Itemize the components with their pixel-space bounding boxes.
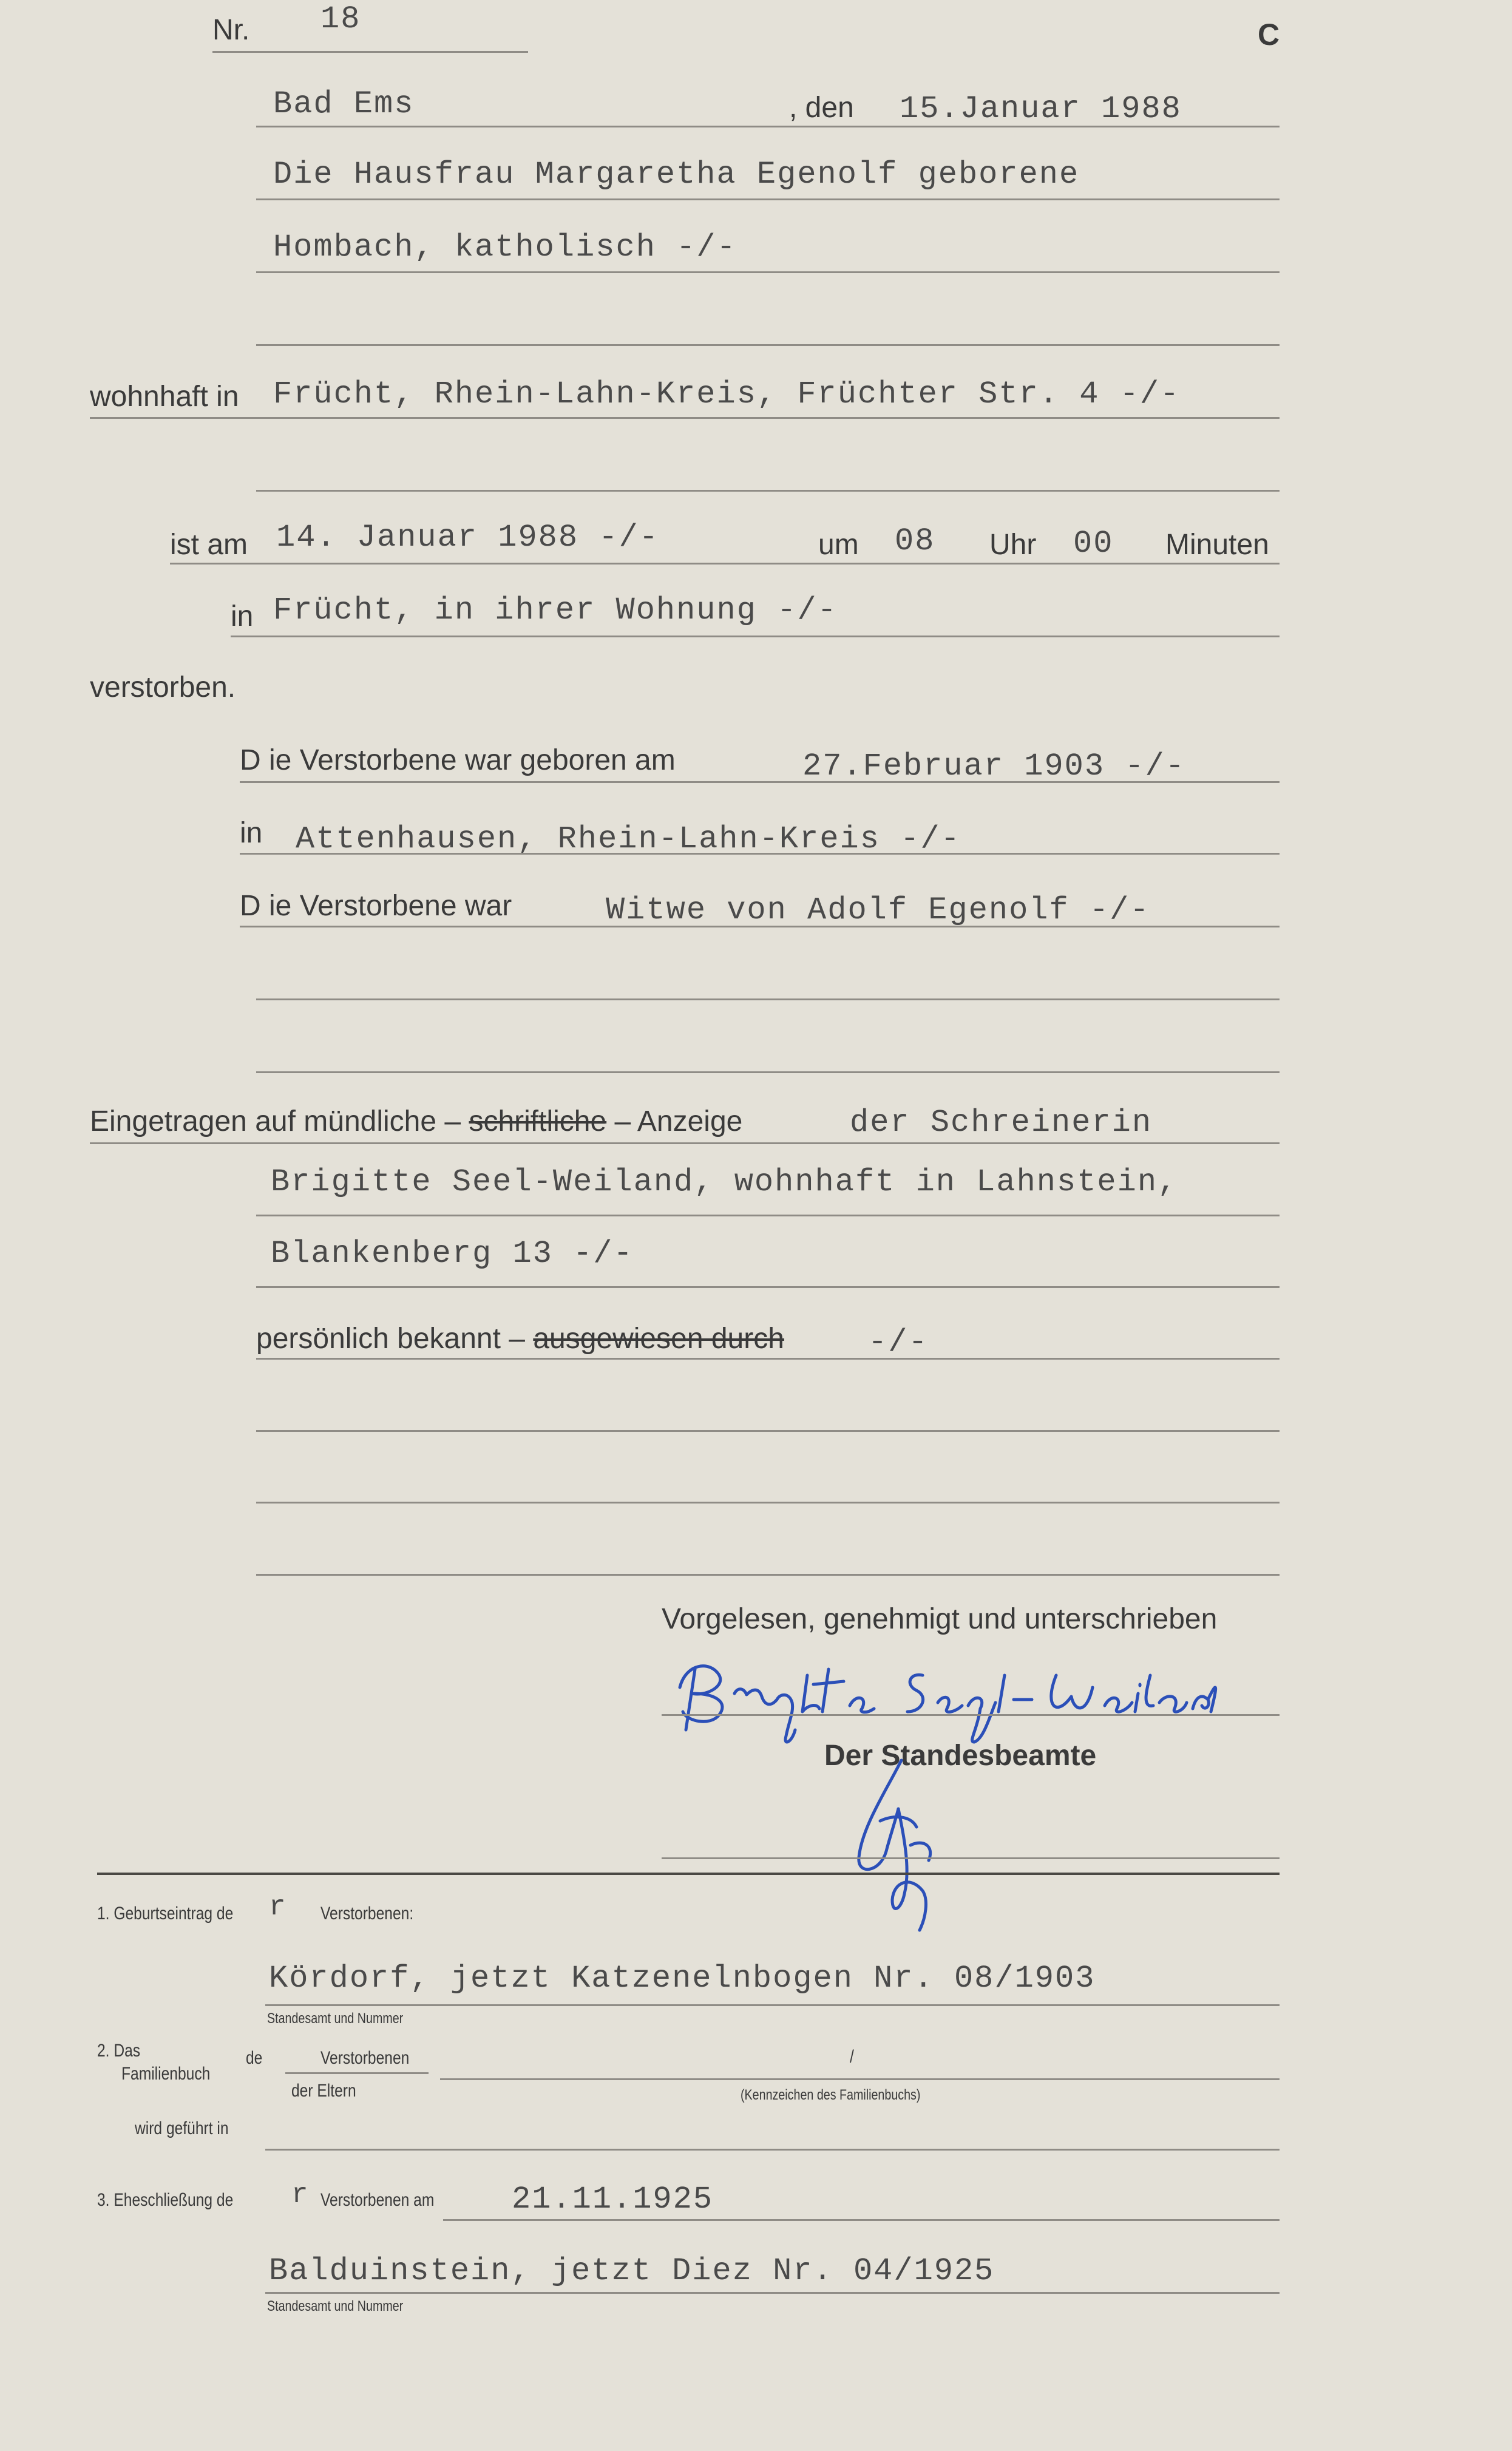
- blank-rule-2: [256, 1502, 1280, 1503]
- registrar-signature: [844, 1754, 953, 1936]
- informant-rule-2: [256, 1215, 1280, 1216]
- blank-rule-1: [256, 1430, 1280, 1432]
- footer-item1-rule: [265, 2004, 1280, 2006]
- corner-letter: C: [1258, 18, 1280, 52]
- footer-item2-fam: Familienbuch: [121, 2064, 211, 2084]
- footer-item1-label2: Verstorbenen:: [320, 1904, 414, 1924]
- death-minutes: 00: [1073, 526, 1114, 561]
- informant-rule-3: [256, 1286, 1280, 1288]
- death-in-label: in: [231, 600, 254, 632]
- registrar-signature-rule: [662, 1857, 1280, 1859]
- footer-item1-label: 1. Geburtseintrag de: [97, 1904, 234, 1924]
- footer-item2-verst: Verstorbenen: [320, 2048, 410, 2068]
- residence-rule-2: [256, 490, 1280, 492]
- residence-value: Frücht, Rhein-Lahn-Kreis, Früchter Str. 4 -/-: [273, 376, 1181, 412]
- informant-label-part2: – Anzeige: [614, 1105, 743, 1137]
- status-rule: [240, 926, 1280, 927]
- footer-item3-place: Balduinstein, jetzt Diez Nr. 04/1925: [269, 2253, 995, 2289]
- footer-item1-value: Kördorf, jetzt Katzenelnbogen Nr. 08/1903: [269, 1961, 1096, 1996]
- document-date: 15.Januar 1988: [900, 91, 1182, 127]
- person-line-3-rule: [256, 344, 1280, 346]
- death-place-rule: [231, 636, 1280, 637]
- status-value: Witwe von Adolf Egenolf -/-: [606, 892, 1150, 928]
- uhr-label: Uhr: [989, 529, 1037, 561]
- footer-item2-verst-rule: [285, 2072, 429, 2074]
- death-place: Frücht, in ihrer Wohnung -/-: [273, 592, 838, 628]
- informant-signature-graphic: [668, 1651, 1226, 1748]
- footer-gefuehrt-rule: [265, 2149, 1280, 2151]
- death-date-rule: [170, 563, 1280, 564]
- known-label-struck: ausgewiesen durch: [533, 1323, 784, 1355]
- um-label: um: [818, 529, 859, 561]
- birth-date: 27.Februar 1903 -/-: [802, 748, 1185, 784]
- footer-item2-num: 2. Das: [97, 2041, 141, 2061]
- nr-line: [212, 51, 528, 53]
- footer-item3-date: 21.11.1925: [512, 2181, 714, 2217]
- person-line-2: Hombach, katholisch -/-: [273, 229, 737, 265]
- person-line-1-rule: [256, 198, 1280, 200]
- footer-divider: [97, 1873, 1280, 1875]
- footer-item2-rule: [440, 2078, 1280, 2080]
- status-label: D ie Verstorbene war: [240, 890, 512, 922]
- footer-item2-de: de: [246, 2048, 263, 2068]
- known-label-text: persönlich bekannt –: [256, 1323, 525, 1355]
- den-label: , den: [789, 92, 854, 124]
- known-label: [256, 1322, 784, 1355]
- birth-date-rule: [240, 781, 1280, 783]
- informant-label: [90, 1105, 742, 1138]
- informant-line-2: Brigitte Seel-Weiland, wohnhaft in Lahnstein,: [271, 1164, 1178, 1200]
- status-rule-2: [256, 998, 1280, 1000]
- death-date: 14. Januar 1988 -/-: [276, 520, 659, 555]
- footer-item3-label2: Verstorbenen am: [320, 2190, 435, 2210]
- footer-item2-kennz: (Kennzeichen des Familienbuchs): [741, 2087, 921, 2103]
- birth-place: Attenhausen, Rhein-Lahn-Kreis -/-: [296, 821, 961, 857]
- birth-label: D ie Verstorbene war geboren am: [240, 744, 676, 776]
- footer-item2-gefuehrt: wird geführt in: [135, 2118, 229, 2138]
- registrar-signature-graphic: [844, 1754, 953, 1936]
- footer-item3-place-rule: [265, 2292, 1280, 2294]
- ist-am-label: ist am: [170, 529, 248, 561]
- informant-rule-1: [90, 1142, 1280, 1144]
- informant-signature: [668, 1651, 1226, 1748]
- informant-label-struck: schriftliche: [469, 1105, 607, 1137]
- footer-item3-label: 3. Eheschließung de: [97, 2190, 234, 2210]
- known-rule: [256, 1358, 1280, 1360]
- footer-standesamt-label-2: Standesamt und Nummer: [267, 2298, 404, 2314]
- informant-label-part1: Eingetragen auf mündliche –: [90, 1105, 461, 1137]
- death-hour: 08: [895, 523, 935, 559]
- residence-label: wohnhaft in: [90, 381, 239, 413]
- nr-label: Nr.: [212, 14, 250, 46]
- place-name: Bad Ems: [273, 86, 415, 122]
- residence-rule: [90, 417, 1280, 419]
- birth-in-label: in: [240, 817, 263, 849]
- minuten-label: Minuten: [1165, 529, 1269, 561]
- date-line: [256, 126, 1280, 127]
- informant-line-3: Blankenberg 13 -/-: [271, 1236, 634, 1272]
- informant-line-1: der Schreinerin: [850, 1105, 1153, 1141]
- person-line-1: Die Hausfrau Margaretha Egenolf geborene: [273, 157, 1080, 192]
- informant-signature-rule: [662, 1714, 1280, 1716]
- footer-item2-slash: /: [850, 2047, 854, 2067]
- footer-standesamt-label: Standesamt und Nummer: [267, 2010, 404, 2027]
- blank-rule-3: [256, 1574, 1280, 1576]
- known-value: -/-: [868, 1324, 929, 1360]
- registrar-label: Der Standesbeamte: [824, 1740, 1097, 1772]
- footer-item1-r: r: [269, 1891, 287, 1923]
- verstorben-label: verstorben.: [90, 671, 236, 703]
- footer-item3-r: r: [291, 2179, 310, 2211]
- footer-item3-rule: [443, 2219, 1280, 2221]
- read-label: Vorgelesen, genehmigt und unterschrieben: [662, 1603, 1218, 1635]
- footer-item2-eltern: der Eltern: [291, 2081, 356, 2101]
- birth-place-rule: [240, 853, 1280, 855]
- person-line-2-rule: [256, 271, 1280, 273]
- nr-value: 18: [320, 1, 361, 37]
- status-rule-3: [256, 1071, 1280, 1073]
